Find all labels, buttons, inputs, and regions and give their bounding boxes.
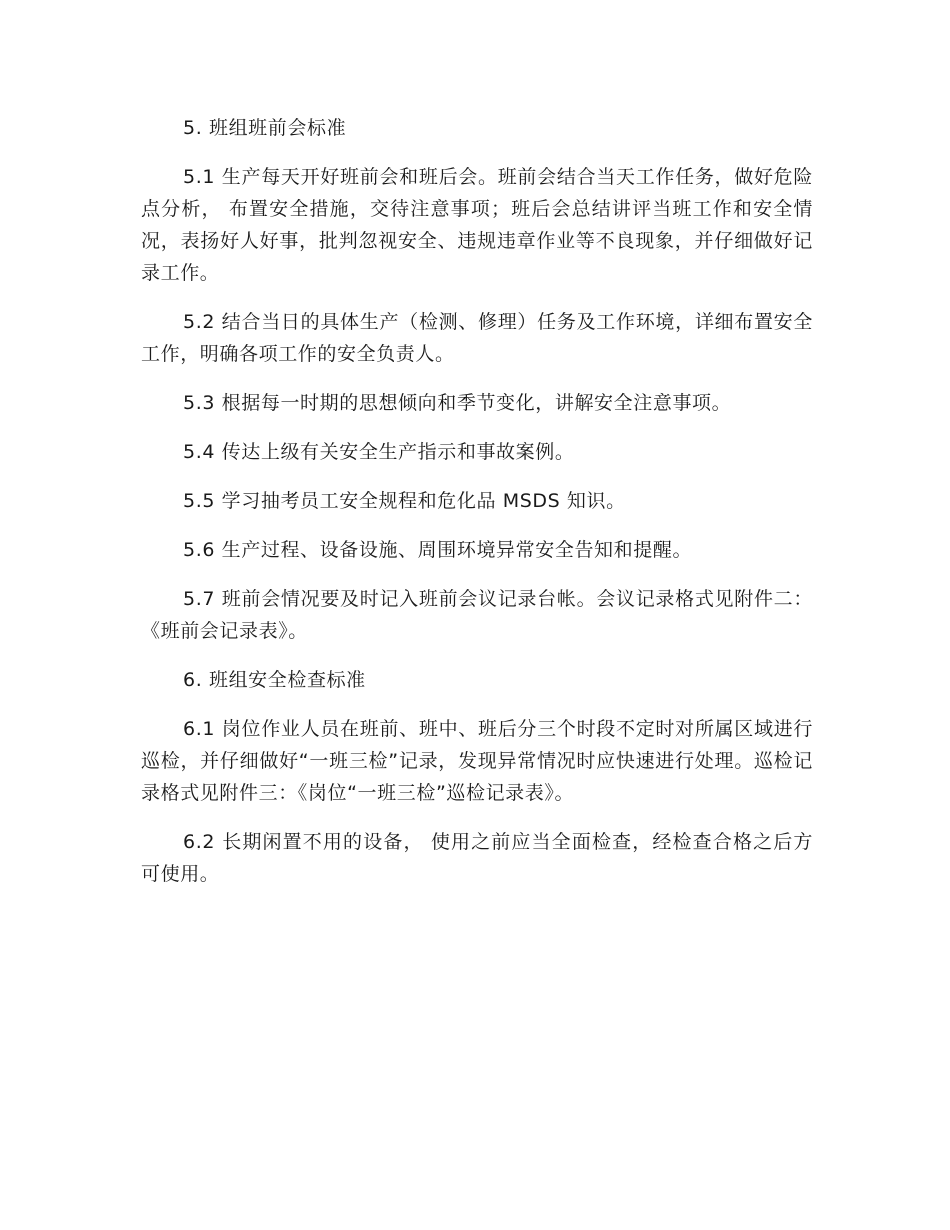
paragraph-5-6: 5.6 生产过程、设备设施、周围环境异常安全告知和提醒。 [183, 539, 693, 561]
paragraph-6-2: 6.2 长期闲置不用的设备， 使用之前应当全面检查，经检查合格之后方可使用。 [141, 831, 813, 885]
paragraph-5-7: 5.7 班前会情况要及时记入班前会议记录台帐。会议记录格式见附件二：《班前会记录表》。 [141, 588, 813, 642]
paragraph-5-3: 5.3 根据每一时期的思想倾向和季节变化，讲解安全注意事项。 [183, 392, 732, 414]
document-body [141, 112, 813, 907]
paragraph-5-4: 5.4 传达上级有关安全生产指示和事故案例。 [183, 441, 575, 463]
section-heading-5: 5. 班组班前会标准 [183, 117, 347, 139]
paragraph-5-5: 5.5 学习抽考员工安全规程和危化品 MSDS 知识。 [183, 490, 626, 512]
paragraph-6-1: 6.1 岗位作业人员在班前、班中、班后分三个时段不定时对所属区域进行巡检，并仔细做好“一班三检”记录，发现异常情况时应快速进行处理。巡检记录格式见附件三：《岗位“一班三检”巡检记录表》。 [141, 718, 813, 804]
section-heading-6: 6. 班组安全检查标准 [183, 669, 366, 691]
paragraph-5-2: 5.2 结合当日的具体生产（检测、修理）任务及工作环境，详细布置安全工作，明确各项工作的安全负责人。 [141, 311, 813, 365]
paragraph-5-1: 5.1 生产每天开好班前会和班后会。班前会结合当天工作任务，做好危险点分析， 布置安全措施，交待注意事项；班后会总结讲评当班工作和安全情况，表扬好人好事，批判忽视安全、违规违章作业等不良现象，并仔细做好记录工作。 [141, 166, 813, 284]
